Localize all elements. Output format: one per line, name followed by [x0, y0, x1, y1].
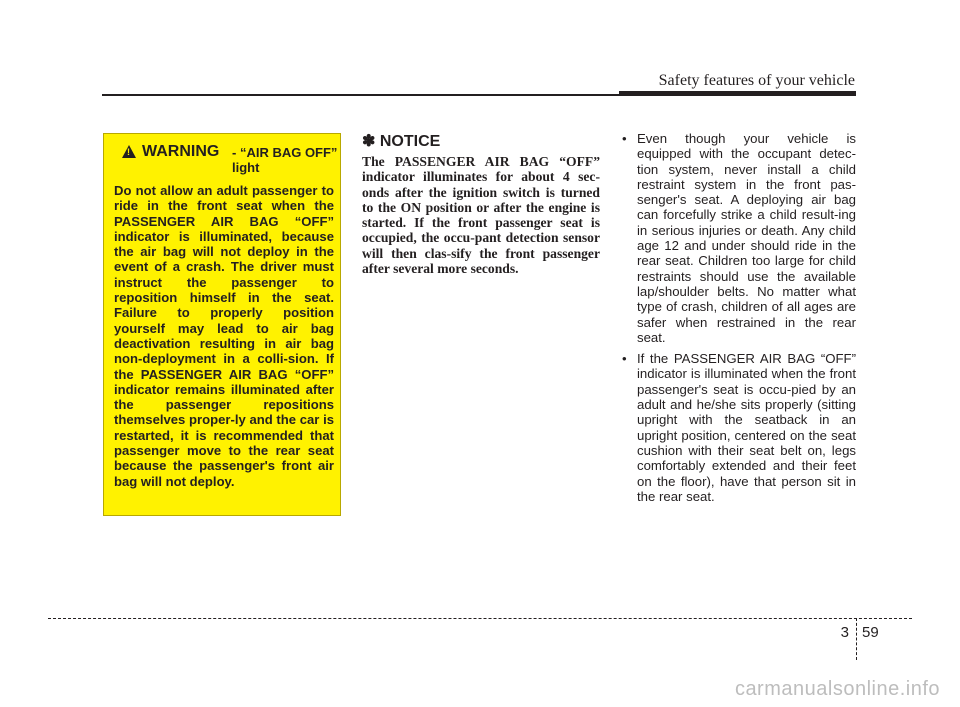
- warning-subtitle: - “AIR BAG OFF” light: [232, 145, 338, 175]
- chapter-number: 3: [840, 624, 849, 641]
- header-rule-accent: [619, 91, 856, 96]
- notice-section: [362, 133, 600, 276]
- bullet-mark: •: [622, 131, 627, 146]
- warning-header: [114, 143, 338, 183]
- notice-body: The PASSENGER AIR BAG “OFF” indicator illuminates for about 4 sec-onds after the ignition switch is turned to the ON position or after the engine is started. If the front passenger seat is occupied, the occu-pant detection sensor will then clas-sify the front passenger after several more seconds.: [362, 154, 600, 277]
- warning-triangle-icon: [122, 145, 136, 158]
- notice-heading: ✽ NOTICE: [362, 133, 441, 150]
- footer-rule: [48, 618, 912, 619]
- bullet-text: Even though your vehicle is equipped with the occupant detec-tion system, never install a child restraint system in the front pas-senger's seat. A deploying air bag can forcefully strike a child result-ing in serious injuries or death. Any child age 12 and under should ride in the rear seat. Children too large for child restraints should use the available lap/shoulder belts. No matter what type of crash, children of all ages are safer when restrained in the rear seat.: [637, 131, 856, 345]
- warning-body: Do not allow an adult passenger to ride in the front seat when the PASSENGER AIR BAG “OFF” indicator is illuminated, because the air bag will not deploy in the event of a crash. The driver must instruct the passenger to reposition himself in the seat. Failure to properly position yourself may lead to air bag deactivation resulting in air bag non-deployment in a colli-sion. If the PASSENGER AIR BAG “OFF” indicator remains illuminated after the passenger repositions themselves proper-ly and the car is restarted, it is recommended that passenger move to the rear seat because the passenger's front air bag will not deploy.: [114, 183, 334, 489]
- footer-divider: [856, 618, 857, 660]
- bullet-item: [621, 351, 856, 504]
- page-number: 59: [862, 624, 879, 641]
- section-title: Safety features of your vehicle: [658, 72, 855, 89]
- warning-box: [103, 133, 341, 516]
- bullet-item: [621, 131, 856, 345]
- bullet-mark: •: [622, 351, 627, 367]
- warning-label: WARNING: [142, 143, 220, 160]
- bullet-list: [621, 131, 856, 510]
- bullet-text: If the PASSENGER AIR BAG “OFF” indicator is illuminated when the front passenger's seat is occu-pied by an adult and he/she sits properly (sitting upright with the seatback in an upright position, centered on the seat cushion with their seat belt on, legs comfortably extended and their feet on the floor), have that person sit in the rear seat.: [637, 351, 856, 504]
- watermark: carmanualsonline.info: [734, 678, 940, 700]
